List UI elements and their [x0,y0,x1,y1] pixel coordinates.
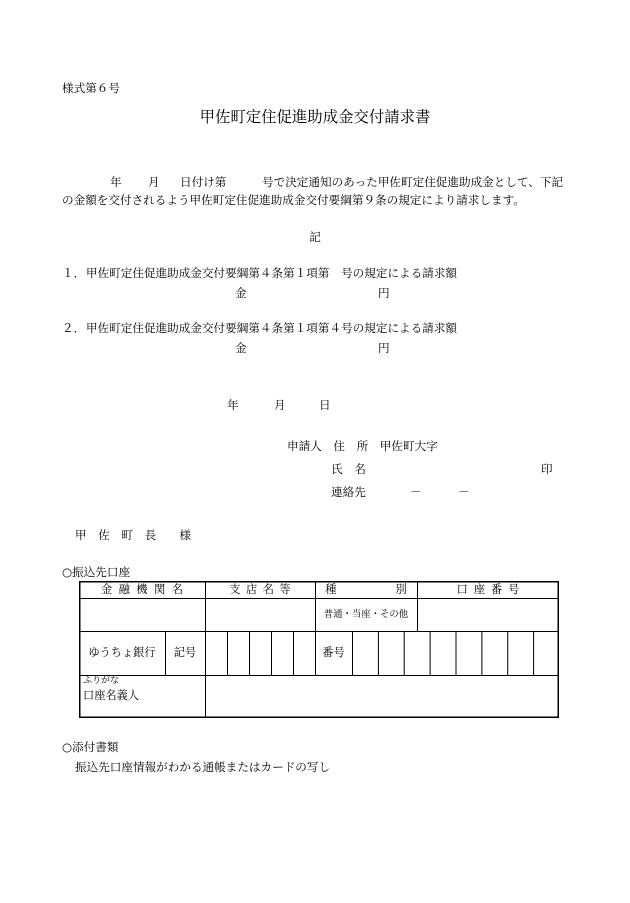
ki-marker: 記 [309,230,321,244]
intro-text-line1: 号で決定通知のあった甲佐町定住促進助成金として、下記 [262,175,564,189]
header-account-type [315,581,466,598]
yucho-symbol-label-cell [165,631,205,675]
yucho-bank-label: ゆうちょ銀行 [88,646,156,659]
yucho-number-digit [456,631,482,675]
attachments-item: 振込先口座情報がわかる通帳またはカードの写し [75,760,331,774]
item-1-number: １． [62,266,86,280]
yucho-number-digit [378,631,404,675]
yucho-number-label-cell [315,631,352,675]
account-holder-label-cell [79,675,205,718]
date-day-label: 日 [319,398,331,412]
contact-dash-2: － [458,485,470,499]
header-bank-name [79,581,205,598]
account-holder-name-cell [205,675,559,718]
yucho-number-digit [404,631,430,675]
item-2-number: ２． [62,321,86,335]
applicant-name-label: 氏 名 [331,462,366,476]
item-1-text: 甲佐町定住促進助成金交付要綱第４条第１項第 号の規定による請求額 [86,266,458,280]
page-title: 甲佐町定住促進助成金交付請求書 [199,108,431,126]
item-2-kin-label: 金 [235,341,247,355]
yucho-symbol-label: 記号 [173,646,197,659]
yucho-bank-cell [79,631,165,675]
yucho-number-digit [508,631,534,675]
date-month-label: 月 [274,398,286,412]
yucho-symbol-digit [227,631,249,675]
seal-mark: 印 [541,462,553,476]
addressee-line: 甲 佐 町 長 様 [75,528,191,542]
bank-name-cell [79,598,205,631]
intro-year-label: 年 [110,175,122,189]
yucho-symbol-digit [249,631,271,675]
yucho-number-label: 番号 [322,646,345,659]
item-1-kin-label: 金 [235,286,247,300]
item-2-yen-label: 円 [378,341,390,355]
yucho-number-digit [352,631,378,675]
applicant-contact-label: 連絡先 [331,485,366,499]
applicant-address-line: 申請人 住 所 甲佐町大字 [287,439,438,453]
form-number: 様式第６号 [62,81,120,95]
yucho-symbol-digit [271,631,293,675]
header-branch [205,581,315,598]
contact-dash-1: － [410,485,422,499]
header-bank-name-label: 金融機関名 [101,582,190,596]
item-2-text: 甲佐町定住促進助成金交付要綱第４条第１項第４号の規定による請求額 [86,321,458,335]
account-type-cell [315,598,417,631]
attachments-heading: ○添付書類 [62,740,119,754]
yucho-symbol-digit [293,631,315,675]
yucho-number-digit [430,631,456,675]
account-number-cell [417,598,559,631]
header-account-number [417,581,559,598]
bank-account-heading: ○振込先口座 [62,565,131,579]
bank-account-table [79,581,559,718]
branch-cell [205,598,315,631]
yucho-symbol-digit [205,631,227,675]
item-1-yen-label: 円 [378,286,390,300]
header-account-number-label: 口座番号 [456,582,526,596]
yucho-number-digit [482,631,508,675]
intro-day-ref-label: 日付け第 [180,175,227,189]
intro-month-label: 月 [148,175,160,189]
account-holder-label: 口座名義人 [83,689,139,702]
header-account-type-label: 種別 [325,582,466,596]
intro-text-line2: の金額を交付されるよう甲佐町定住促進助成金交付要綱第９条の規定により請求します。 [62,193,525,207]
account-holder-furigana-label: ふりがな [83,676,120,686]
yucho-number-digit [534,631,559,675]
header-branch-label: 支店名等 [229,582,297,596]
date-year-label: 年 [227,398,239,412]
account-type-options: 普通・当座・その他 [323,608,409,620]
